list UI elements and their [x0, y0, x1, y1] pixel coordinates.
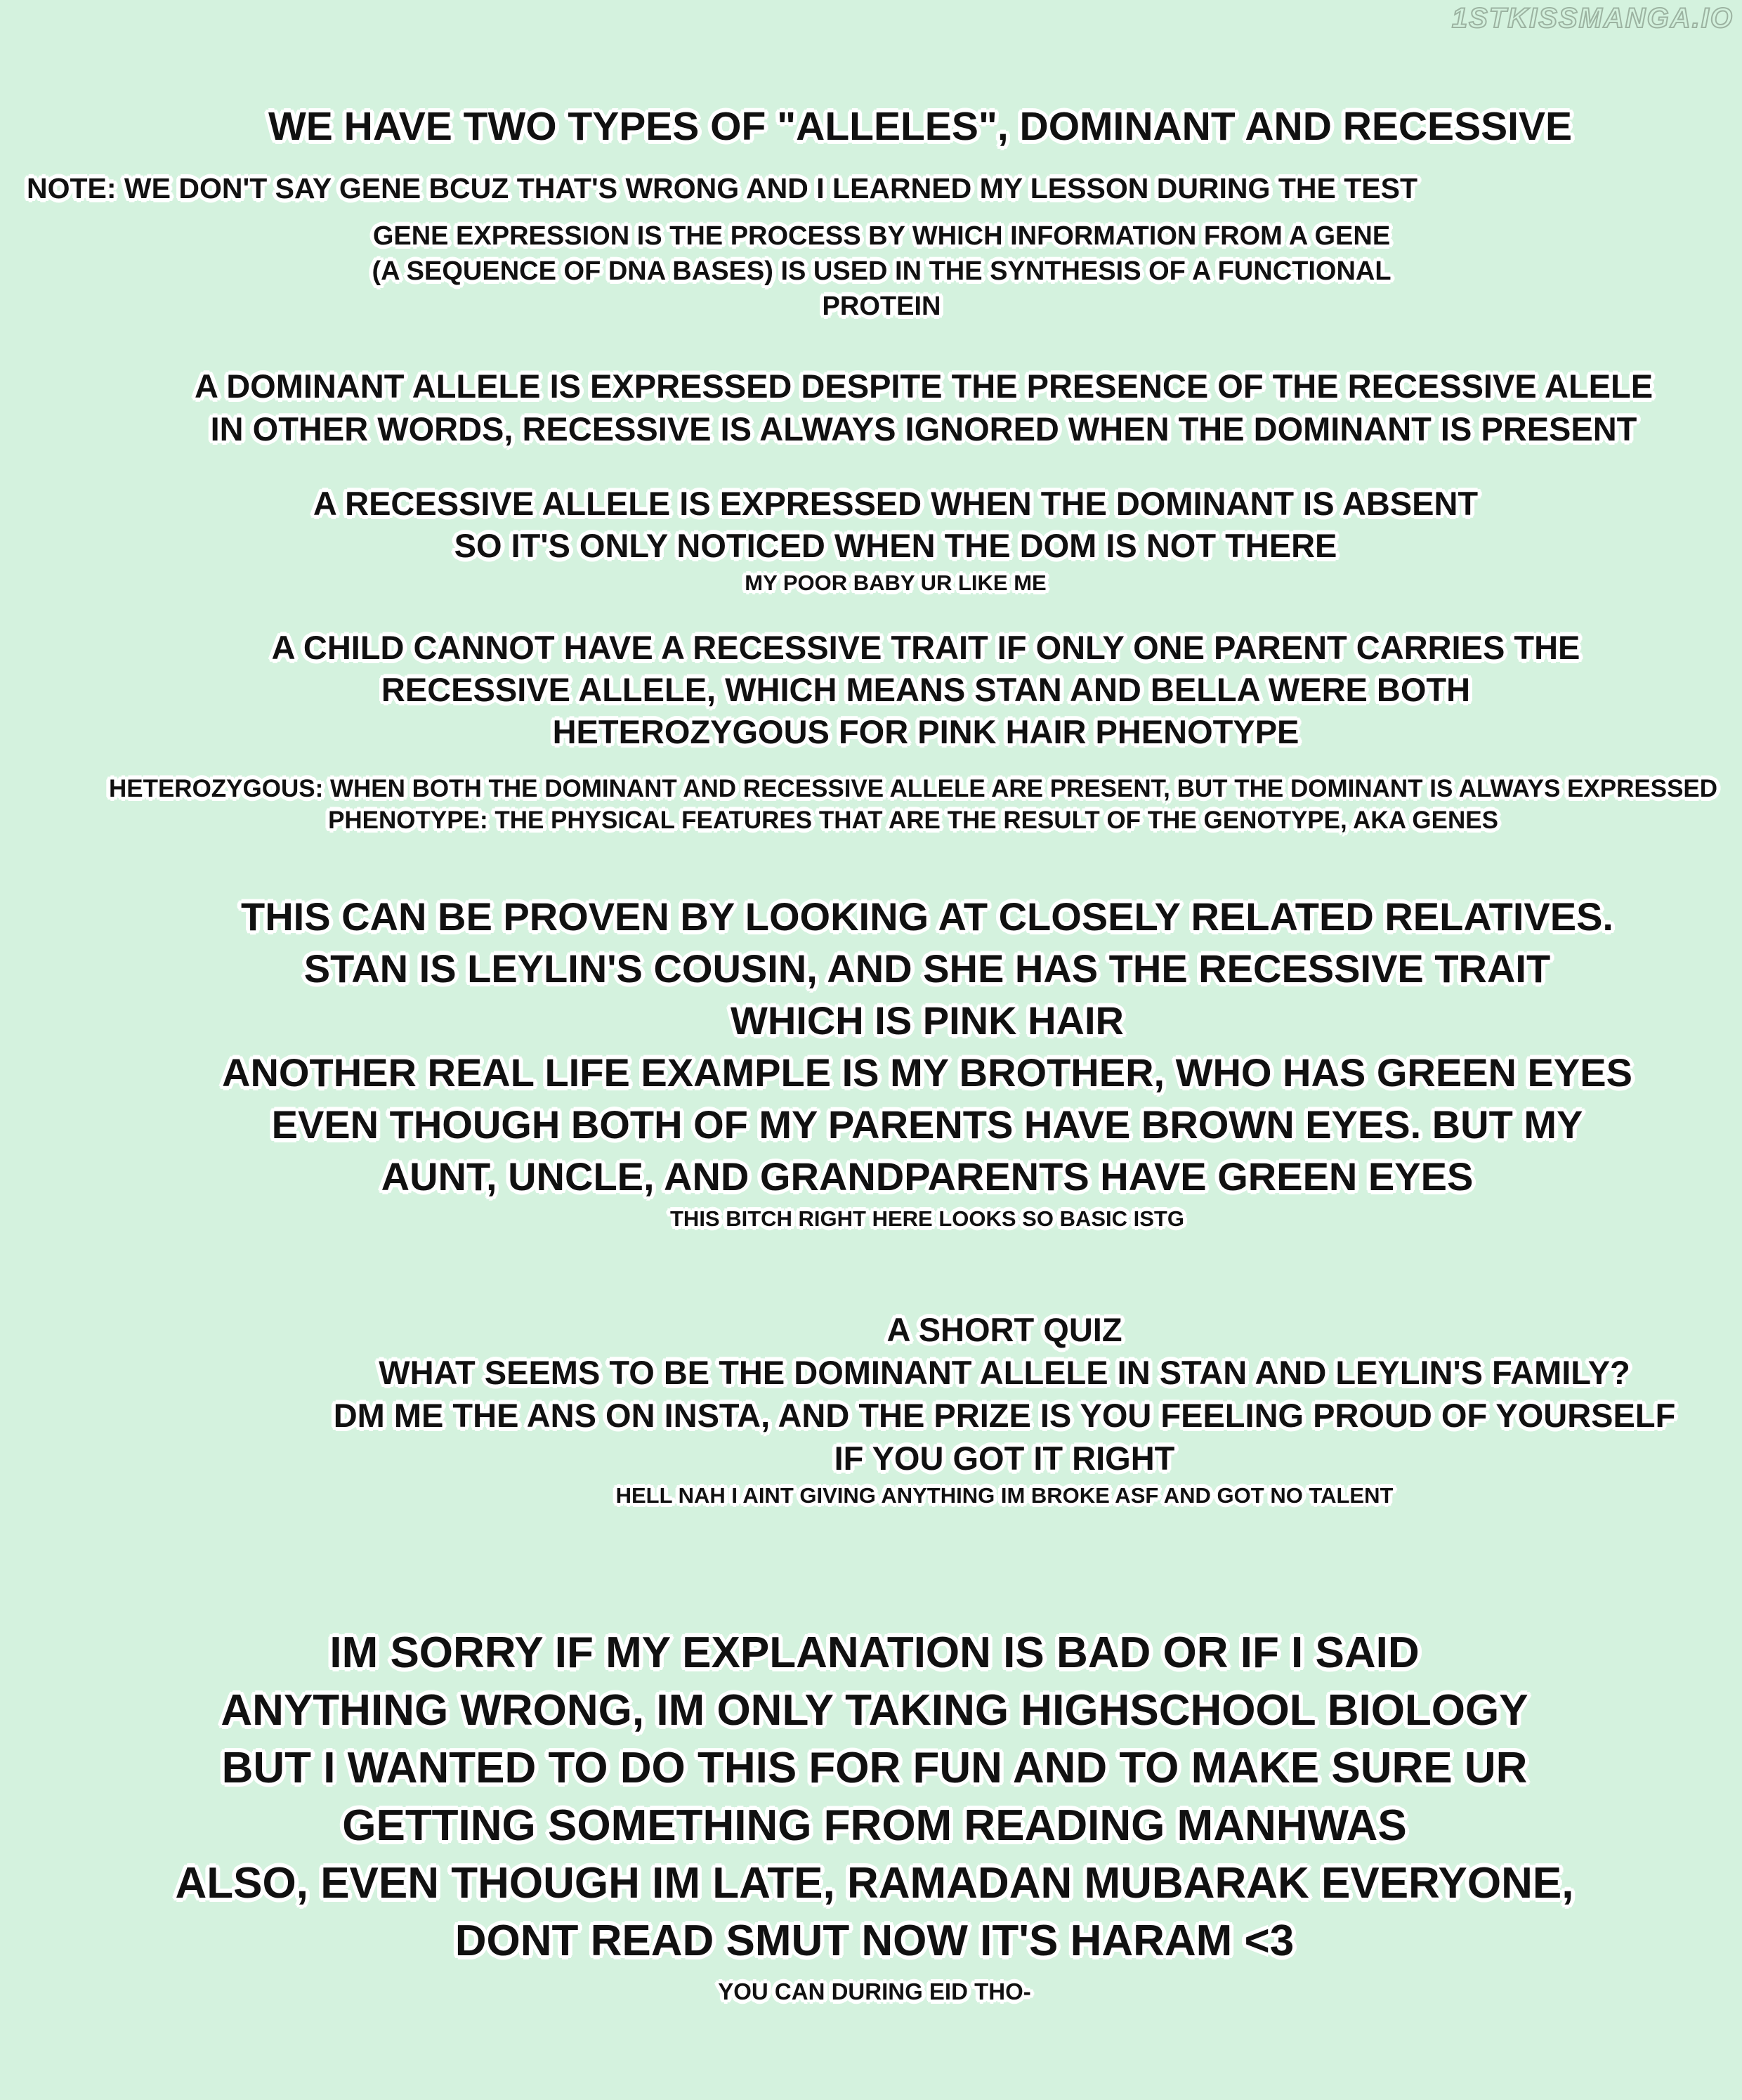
dominant-allele-line: IN OTHER WORDS, RECESSIVE IS ALWAYS IGNORED WHEN THE DOMINANT IS PRESENT — [210, 410, 1637, 448]
proof-line: STAN IS LEYLIN'S COUSIN, AND SHE HAS THE RECESSIVE TRAIT — [303, 946, 1551, 991]
quiz-aside-comment: HELL NAH I AINT GIVING ANYTHING IM BROKE ASF AND GOT NO TALENT — [615, 1483, 1394, 1508]
recessive-allele-block — [25, 483, 1742, 596]
note-block — [0, 171, 1593, 206]
definitions-block — [42, 773, 1742, 836]
proof-example-block — [56, 891, 1742, 1232]
recessive-allele-line: A RECESSIVE ALLELE IS EXPRESSED WHEN THE DOMINANT IS ABSENT — [313, 485, 1479, 522]
dominant-allele-block — [53, 365, 1742, 450]
dominant-allele-line: A DOMINANT ALLELE IS EXPRESSED DESPITE THE PRESENCE OF THE RECESSIVE ALELE — [194, 367, 1653, 405]
quiz-block — [133, 1308, 1742, 1509]
gene-expression-line: GENE EXPRESSION IS THE PROCESS BY WHICH INFORMATION FROM A GENE — [372, 221, 1391, 251]
heterozygous-definition: HETEROZYGOUS: WHEN BOTH THE DOMINANT AND RECESSIVE ALLELE ARE PRESENT, BUT THE DOMINANT IS ALWAYS EXPRESSED — [108, 775, 1718, 802]
recessive-aside-comment: MY POOR BABY UR LIKE ME — [745, 570, 1047, 595]
note-text: NOTE: WE DON'T SAY GENE BCUZ THAT'S WRONG AND I LEARNED MY LESSON DURING THE TEST — [27, 172, 1417, 204]
child-trait-line: RECESSIVE ALLELE, WHICH MEANS STAN AND BELLA WERE BOTH — [381, 671, 1471, 708]
outro-line: ANYTHING WRONG, IM ONLY TAKING HIGHSCHOOL BIOLOGY — [221, 1686, 1528, 1735]
site-watermark: 1STKISSMANGA.IO — [1451, 3, 1734, 34]
child-trait-line: A CHILD CANNOT HAVE A RECESSIVE TRAIT IF ONLY ONE PARENT CARRIES THE — [271, 629, 1580, 666]
proof-aside-comment: THIS BITCH RIGHT HERE LOOKS SO BASIC ISTG — [670, 1206, 1184, 1231]
child-trait-line: HETEROZYGOUS FOR PINK HAIR PHENOTYPE — [552, 713, 1299, 750]
proof-line: EVEN THOUGH BOTH OF MY PARENTS HAVE BROWN EYES. BUT MY — [271, 1102, 1583, 1147]
recessive-allele-line: SO IT'S ONLY NOTICED WHEN THE DOM IS NOT THERE — [454, 527, 1337, 564]
quiz-heading: A SHORT QUIZ — [886, 1311, 1122, 1348]
proof-line: ANOTHER REAL LIFE EXAMPLE IS MY BROTHER, WHO HAS GREEN EYES — [222, 1050, 1632, 1095]
proof-line: THIS CAN BE PROVEN BY LOOKING AT CLOSELY RELATED RELATIVES. — [241, 894, 1613, 939]
outro-line: ALSO, EVEN THOUGH IM LATE, RAMADAN MUBARAK EVERYONE, — [175, 1859, 1574, 1907]
outro-block — [4, 1624, 1742, 2007]
quiz-instructions: IF YOU GOT IT RIGHT — [834, 1440, 1175, 1477]
phenotype-definition: PHENOTYPE: THE PHYSICAL FEATURES THAT ARE THE RESULT OF THE GENOTYPE, AKA GENES — [328, 807, 1498, 834]
gene-expression-line: (A SEQUENCE OF DNA BASES) IS USED IN THE SYNTHESIS OF A FUNCTIONAL — [372, 256, 1391, 286]
outro-line: GETTING SOMETHING FROM READING MANHWAS — [342, 1801, 1407, 1850]
proof-line: AUNT, UNCLE, AND GRANDPARENTS HAVE GREEN EYES — [381, 1154, 1474, 1199]
title-text: WE HAVE TWO TYPES OF "ALLELES", DOMINANT AND RECESSIVE — [268, 104, 1572, 149]
outro-line: BUT I WANTED TO DO THIS FOR FUN AND TO MAKE SURE UR — [221, 1744, 1528, 1792]
quiz-question: WHAT SEEMS TO BE THE DOMINANT ALLELE IN STAN AND LEYLIN'S FAMILY? — [379, 1354, 1630, 1391]
gene-expression-line: PROTEIN — [822, 292, 941, 321]
title-block — [49, 102, 1742, 151]
outro-line: IM SORRY IF MY EXPLANATION IS BAD OR IF I SAID — [329, 1629, 1420, 1677]
quiz-instructions: DM ME THE ANS ON INSTA, AND THE PRIZE IS YOU FEELING PROUD OF YOURSELF — [333, 1397, 1676, 1434]
outro-line: DONT READ SMUT NOW IT'S HARAM <3 — [454, 1917, 1295, 1965]
gene-expression-block — [11, 219, 1742, 324]
outro-aside-comment: YOU CAN DURING EID THO- — [718, 1978, 1031, 2004]
child-trait-block — [55, 627, 1742, 753]
proof-line: WHICH IS PINK HAIR — [731, 998, 1124, 1043]
